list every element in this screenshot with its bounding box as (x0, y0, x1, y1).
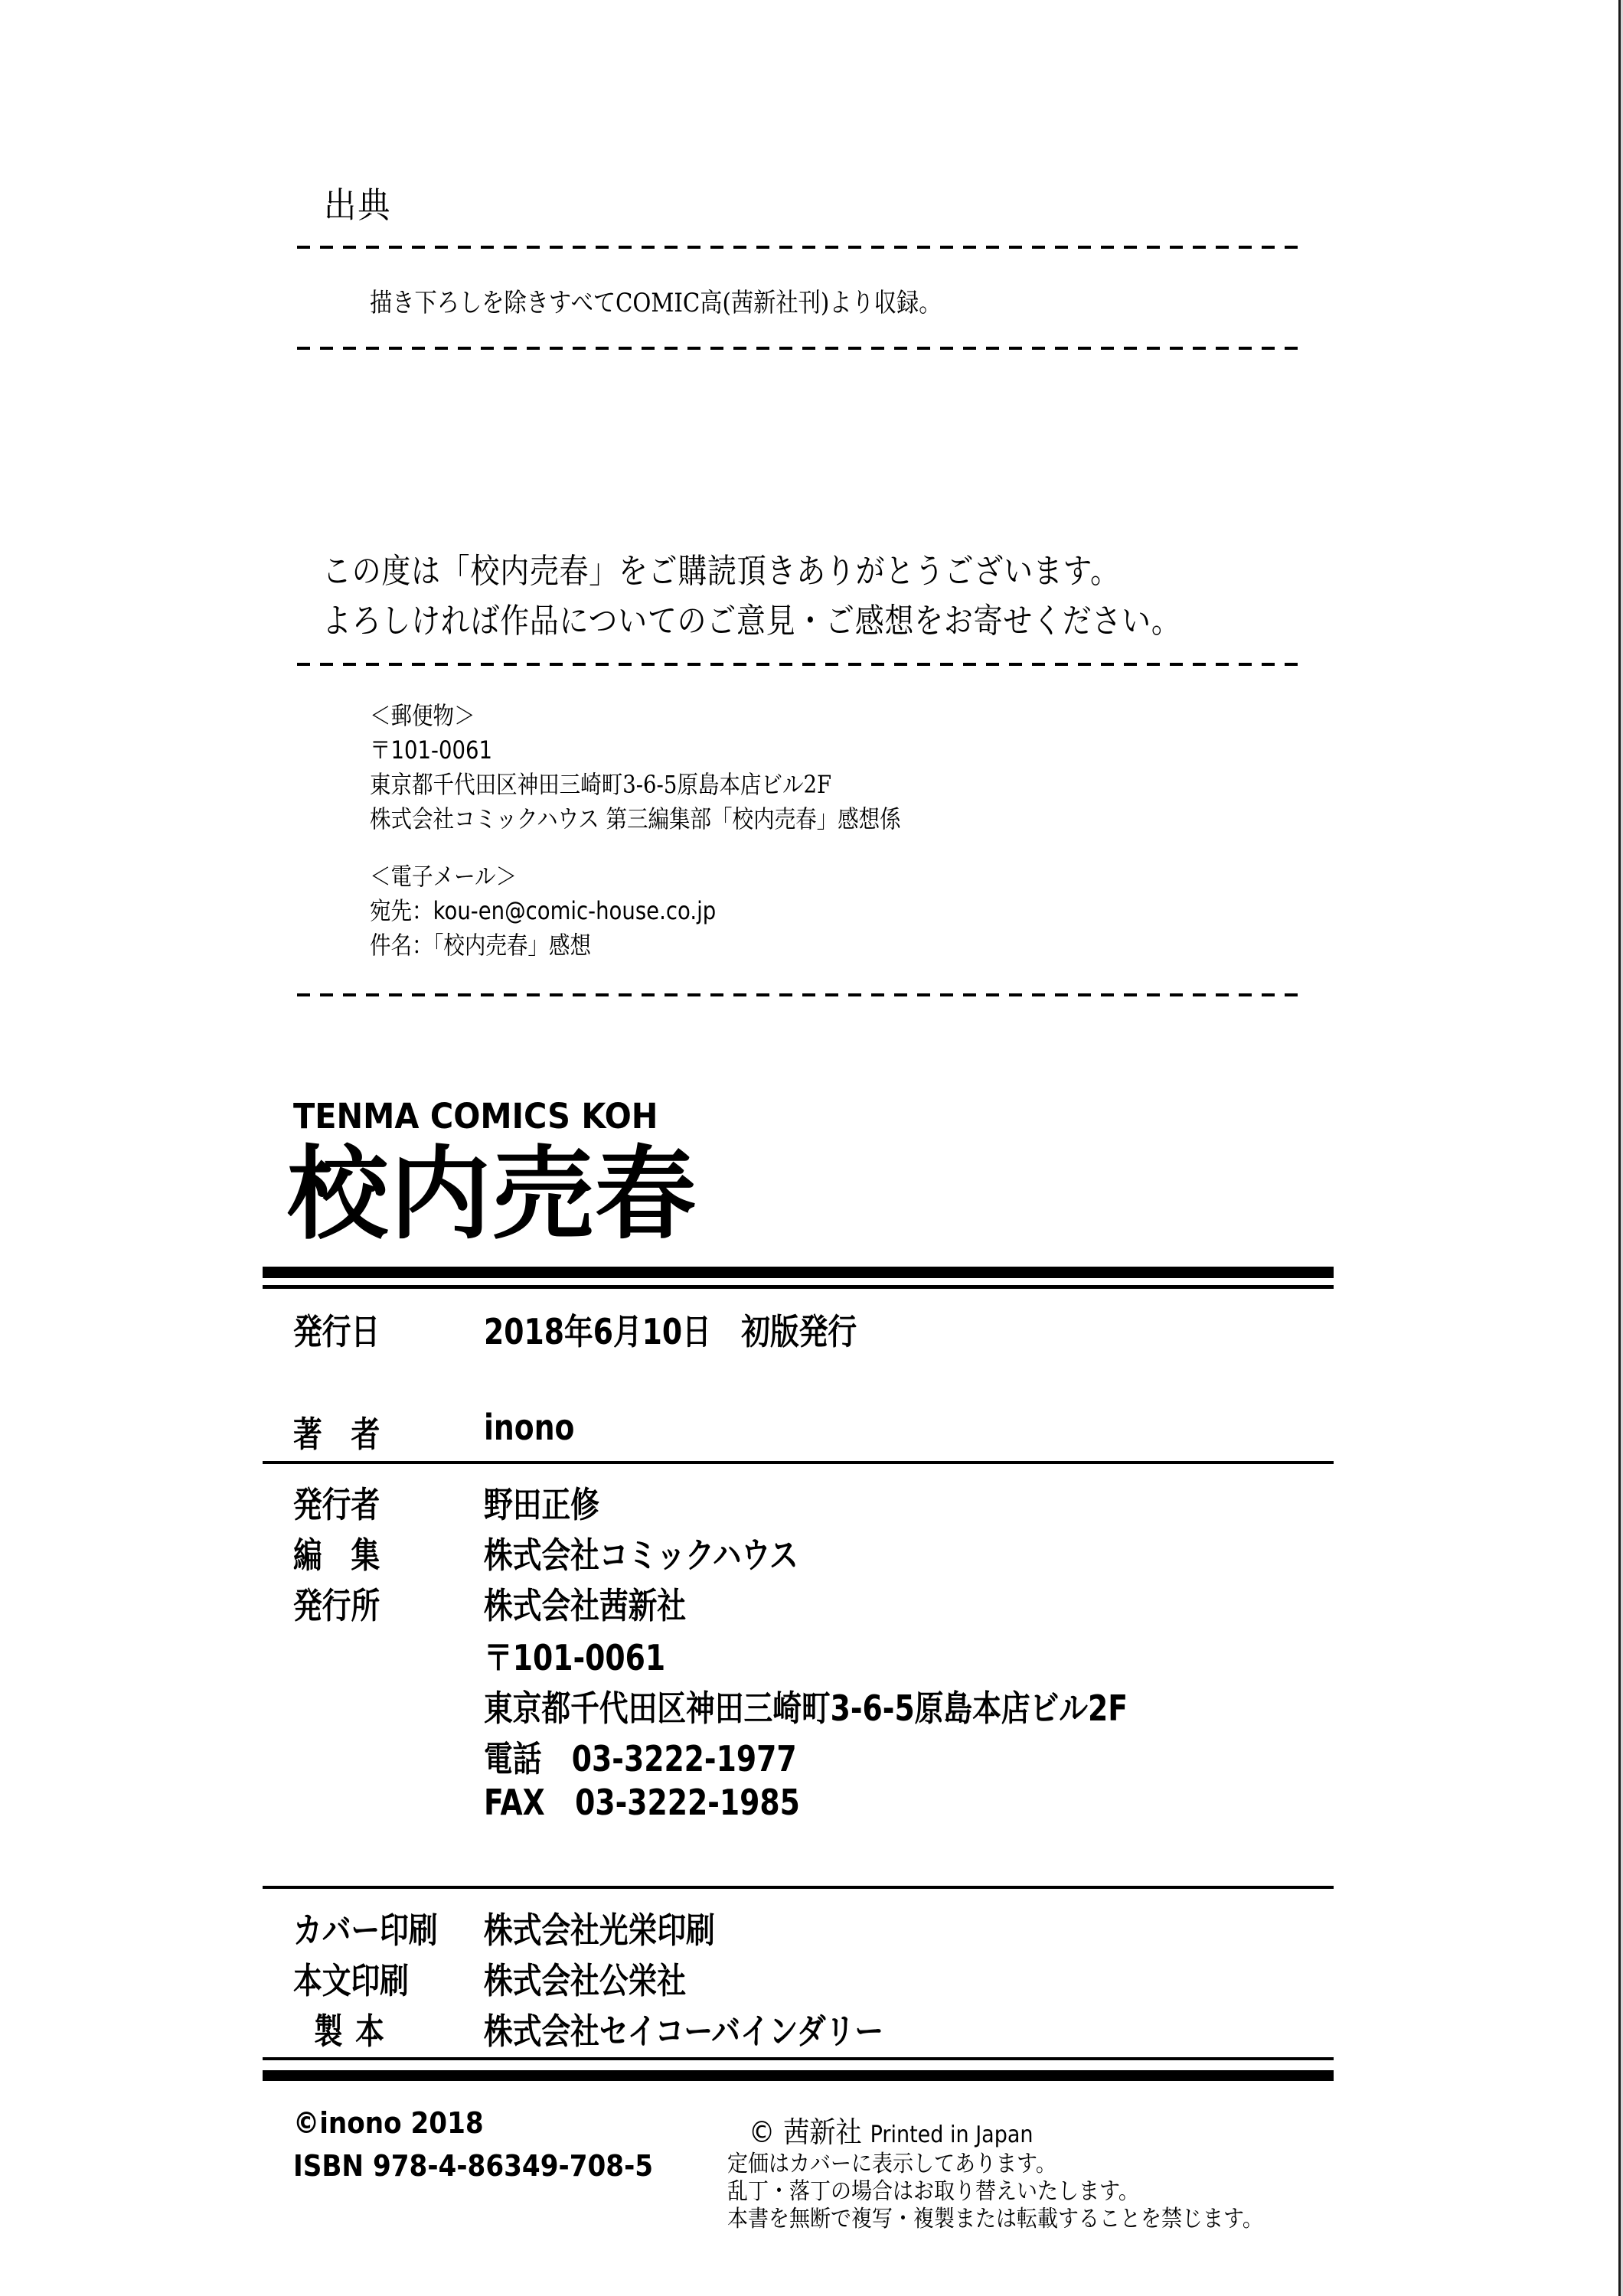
publishing-house-label: 発行所 (293, 1585, 380, 1626)
cover-print-value: 株式会社光栄印刷 (484, 1910, 715, 1951)
dashed-divider (297, 347, 1305, 350)
binding-value: 株式会社セイコーバインダリー (484, 2011, 884, 2052)
email-subject-value: 「校内売春」感想 (433, 931, 591, 960)
release-date-label: 発行日 (293, 1311, 380, 1352)
author-label: 著者 (293, 1414, 409, 1455)
mail-postal-code-text: 〒101-0061 (370, 735, 493, 765)
email-heading: ＜電子メール＞ (370, 862, 518, 891)
text-print-label: 本文印刷 (293, 1960, 409, 2001)
publishing-house-value: 株式会社茜新社 (484, 1585, 687, 1626)
printing-rule (263, 1886, 1334, 1889)
text-print-value: 株式会社公栄社 (484, 1960, 687, 2001)
phone-label: 電話 (484, 1738, 542, 1779)
mail-address: 東京都千代田区神田三崎町3-6-5原島本店ビル2F (370, 770, 832, 799)
book-title: 校内売春 (287, 1136, 697, 1254)
thick-rule (263, 1267, 1334, 1278)
release-date-row (484, 1304, 857, 1355)
author-copyright: ©inono 2018 (293, 2106, 484, 2140)
binding-label: 製本 (314, 2011, 397, 2052)
dashed-divider (297, 246, 1305, 249)
printed-in-japan: Printed in Japan (870, 2122, 1034, 2148)
mail-postal-code (370, 731, 492, 766)
source-heading: 出典 (324, 184, 392, 226)
publisher-person-label: 発行者 (293, 1484, 380, 1525)
email-address-link[interactable]: kou-en@comic-house.co.jp (433, 896, 717, 925)
phone-value: 03-3222-1977 (571, 1738, 797, 1779)
editor-label: 編集 (293, 1534, 409, 1576)
editor-value: 株式会社コミックハウス (484, 1534, 798, 1576)
release-date-value: 2018年6月10日 (484, 1311, 711, 1352)
publisher-person-value: 野田正修 (484, 1484, 599, 1525)
publisher-copyright: © 茜新社 (749, 2115, 862, 2149)
mail-recipient: 株式会社コミックハウス 第三編集部「校内売春」感想係 (370, 804, 901, 833)
thanks-line-2: よろしければ作品についてのご意見・ご感想をお寄せください。 (322, 602, 1181, 641)
email-to-row (370, 892, 716, 927)
fax-row (484, 1782, 800, 1823)
release-edition: 初版発行 (741, 1311, 857, 1352)
fax-value: 03-3222-1985 (575, 1782, 800, 1823)
phone-row (484, 1731, 797, 1782)
email-to-label: 宛先： (370, 896, 433, 925)
notice-copyright: 本書を無断で複写・複製または転載することを禁じます。 (727, 2206, 1263, 2232)
author-value: inono (484, 1407, 575, 1448)
footer-thick-rule (263, 2070, 1334, 2081)
notice-price: 定価はカバーに表示してあります。 (727, 2151, 1056, 2177)
notice-replacement: 乱丁・落丁の場合はお取り替えいたします。 (727, 2178, 1139, 2205)
dashed-divider (297, 663, 1305, 666)
fax-label: FAX (484, 1782, 545, 1823)
email-subject-row (370, 926, 591, 961)
dashed-divider (297, 993, 1305, 996)
publishing-house-address: 東京都千代田区神田三崎町3-6-5原島本店ビル2F (484, 1688, 1128, 1729)
thin-rule (263, 1285, 1334, 1289)
series-name: TENMA COMICS KOH (293, 1096, 658, 1137)
cover-print-label: カバー印刷 (293, 1910, 438, 1951)
source-text: 描き下ろしを除きすべてCOMIC高(茜新社刊)より収録。 (370, 288, 942, 318)
footer-thin-rule (263, 2057, 1334, 2060)
thanks-line-1: この度は「校内売春」をご購読頂きありがとうございます。 (322, 552, 1120, 591)
publishing-house-postal: 〒101-0061 (484, 1637, 666, 1678)
isbn: ISBN 978-4-86349-708-5 (293, 2149, 654, 2183)
email-subject-label: 件名： (370, 931, 433, 960)
author-rule (263, 1461, 1334, 1464)
mail-heading: ＜郵便物＞ (370, 701, 475, 730)
